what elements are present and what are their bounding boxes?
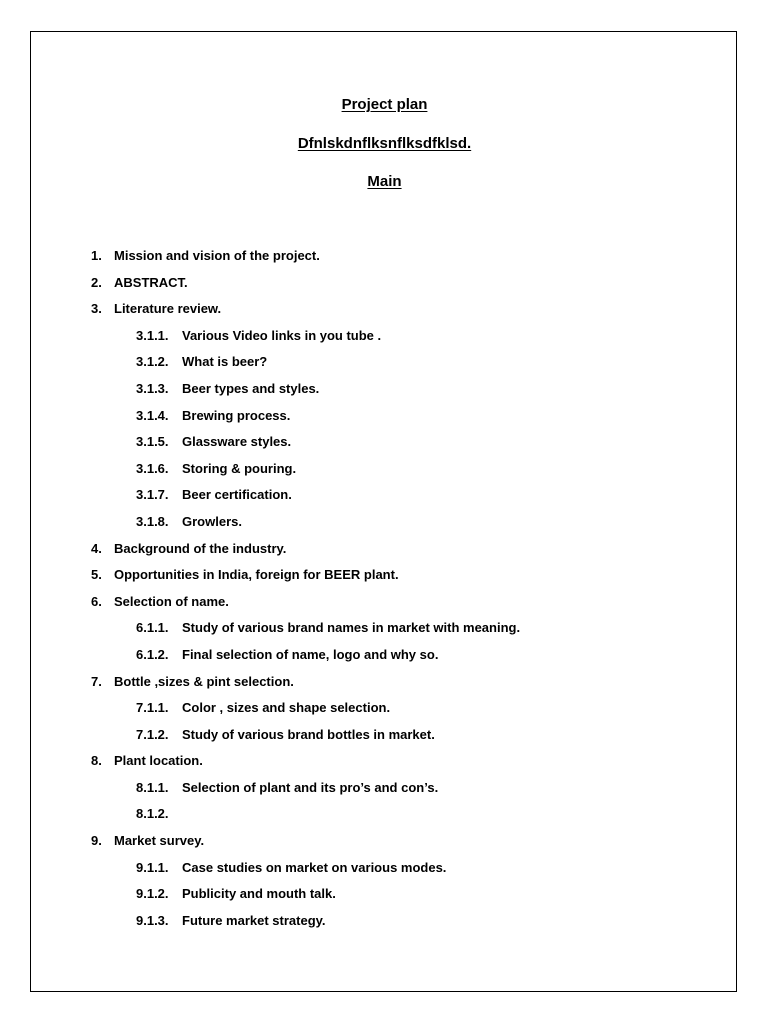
outline-item-number: 3.1.4. xyxy=(136,407,169,423)
outline-item-text: Publicity and mouth talk. xyxy=(182,886,336,902)
outline-item xyxy=(31,751,738,778)
outline-subitem xyxy=(31,512,738,539)
outline-item-text: Future market strategy. xyxy=(182,912,326,928)
section-heading xyxy=(31,172,738,192)
outline-item-text: Plant location. xyxy=(114,753,203,769)
outline-item-text: Various Video links in you tube . xyxy=(182,327,382,343)
outline-subitem xyxy=(31,406,738,433)
outline-item xyxy=(31,592,738,619)
outline-item-number: 8.1.1. xyxy=(136,779,169,795)
outline-subitem xyxy=(31,352,738,379)
outline-item-number: 2. xyxy=(91,274,102,290)
document-subtitle xyxy=(31,134,738,154)
outline-item-text: Study of various brand names in market with meaning. xyxy=(182,620,521,636)
outline-item xyxy=(31,565,738,592)
outline-item-number: 3.1.6. xyxy=(136,460,169,476)
outline-subitem xyxy=(31,432,738,459)
outline-subitem xyxy=(31,804,738,831)
outline-subitem xyxy=(31,645,738,672)
outline-item xyxy=(31,299,738,326)
outline-item-text: Opportunities in India, foreign for BEER plant. xyxy=(114,567,399,583)
outline-item-number: 3.1.1. xyxy=(136,327,169,343)
document-title xyxy=(31,95,738,115)
outline-item-number: 7.1.1. xyxy=(136,700,169,716)
outline-item-number: 6. xyxy=(91,593,102,609)
outline-item xyxy=(31,539,738,566)
outline-subitem xyxy=(31,725,738,752)
outline-item-text: Storing & pouring. xyxy=(182,460,297,476)
outline-item-text: Study of various brand bottles in market. xyxy=(182,726,435,742)
outline-item-text: Growlers. xyxy=(182,513,242,529)
outline-item-number: 8. xyxy=(91,753,102,769)
outline-item-text: Background of the industry. xyxy=(114,540,287,556)
outline-subitem xyxy=(31,618,738,645)
outline-item xyxy=(31,246,738,273)
outline-item-number: 9.1.2. xyxy=(136,886,169,902)
outline-subitem xyxy=(31,778,738,805)
outline-item-text: Beer certification. xyxy=(182,487,292,503)
outline-item-number: 9.1.1. xyxy=(136,859,169,875)
outline-item-number: 3.1.8. xyxy=(136,513,169,529)
outline-item-text: Color , sizes and shape selection. xyxy=(182,700,391,716)
outline-item-number: 7. xyxy=(91,673,102,689)
outline-item-text: ABSTRACT. xyxy=(114,274,188,290)
section-heading-text: Main xyxy=(367,173,402,190)
outline-item-number: 9.1.3. xyxy=(136,912,169,928)
outline-item-number: 8.1.2. xyxy=(136,806,169,822)
outline-subitem xyxy=(31,485,738,512)
outline-subitem xyxy=(31,884,738,911)
outline-subitem xyxy=(31,459,738,486)
outline-item-text: Beer types and styles. xyxy=(182,380,320,396)
outline-item-number: 3.1.7. xyxy=(136,487,169,503)
outline-item-number: 3.1.5. xyxy=(136,434,169,450)
outline-item-number: 3. xyxy=(91,301,102,317)
outline-item-number: 6.1.1. xyxy=(136,620,169,636)
outline-item-text: Mission and vision of the project. xyxy=(114,248,320,263)
document-title-text: Project plan xyxy=(341,96,428,113)
outline-subitem xyxy=(31,698,738,725)
outline-item xyxy=(31,273,738,300)
outline-item-number: 7.1.2. xyxy=(136,726,169,742)
outline-item-number: 6.1.2. xyxy=(136,646,169,662)
outline-subitem xyxy=(31,379,738,406)
table-of-contents xyxy=(31,246,738,937)
outline-item-text: Literature review. xyxy=(114,301,222,317)
outline-item-text: Glassware styles. xyxy=(182,434,292,450)
outline-item xyxy=(31,831,738,858)
outline-item xyxy=(31,672,738,699)
document-page xyxy=(30,31,737,992)
outline-subitem xyxy=(31,911,738,938)
outline-item-number: 3.1.3. xyxy=(136,380,169,396)
outline-subitem xyxy=(31,858,738,885)
outline-item-text: Case studies on market on various modes. xyxy=(182,859,447,875)
outline-item-number: 4. xyxy=(91,540,102,556)
outline-item-number: 3.1.2. xyxy=(136,354,169,370)
outline-item-text: Market survey. xyxy=(114,833,205,849)
outline-item-text: Bottle ,sizes & pint selection. xyxy=(114,673,294,689)
outline-item-number: 9. xyxy=(91,833,102,849)
outline-subitem xyxy=(31,326,738,353)
outline-item-text: Brewing process. xyxy=(182,407,291,423)
outline-item-text: Selection of plant and its pro’s and con’s. xyxy=(182,779,439,795)
outline-item-number: 5. xyxy=(91,567,102,583)
outline-item-text: Final selection of name, logo and why so. xyxy=(182,646,439,662)
outline-item-text: What is beer? xyxy=(182,354,268,370)
outline-item-number: 1. xyxy=(91,248,102,263)
outline-item-text: Selection of name. xyxy=(114,593,229,609)
document-subtitle-text: Dfnlskdnflksnflksdfklsd. xyxy=(297,135,472,152)
